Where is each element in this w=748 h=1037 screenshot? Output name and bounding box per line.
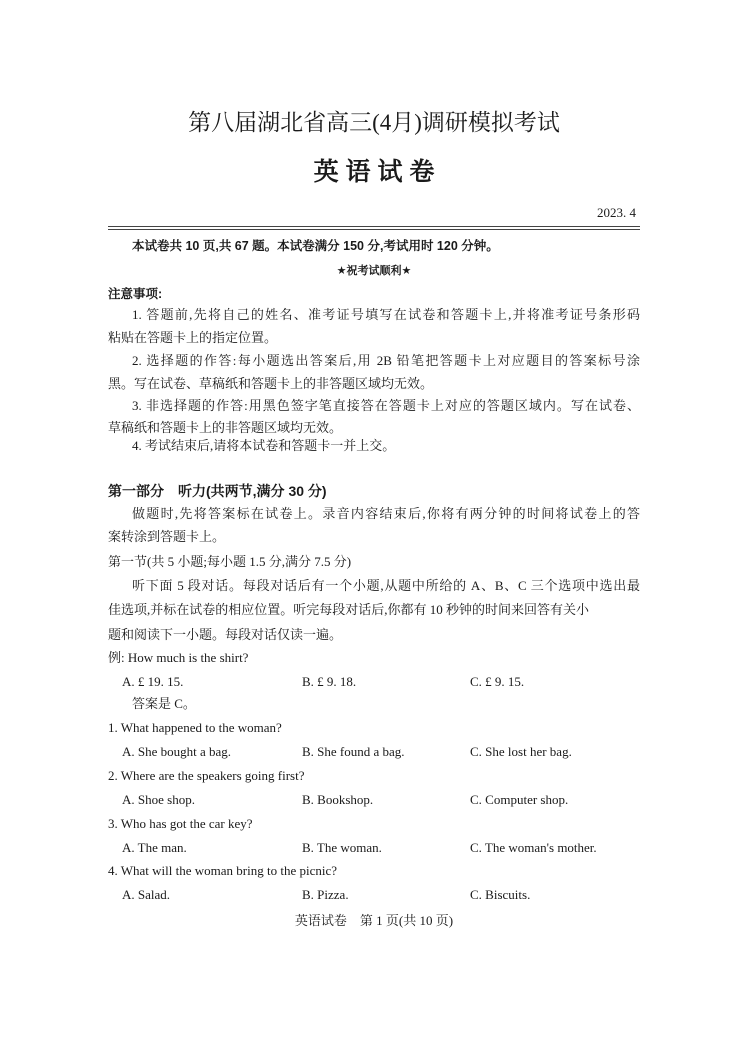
notes-heading: 注意事项: [108, 287, 163, 301]
page-footer: 英语试卷 第 1 页(共 10 页) [294, 913, 454, 928]
section1-instructions-line-3: 题和阅读下一小题。每段对话仅读一遍。 [108, 627, 343, 642]
q4-option-a: A. Salad. [122, 887, 171, 902]
question-1: 1. What happened to the woman? [108, 720, 282, 735]
q2-option-b: B. Bookshop. [302, 792, 374, 807]
exam-title: 第八届湖北省高三(4月)调研模拟考试 [188, 110, 560, 135]
note-1-line-1: 1. 答题前,先将自己的姓名、准考证号填写在试卷和答题卡上,并将准考证号条形码 [132, 307, 640, 322]
note-3-line-1: 3. 非选择题的作答:用黑色签字笔直接答在答题卡上对应的答题区域内。写在试卷、 [132, 398, 640, 413]
note-3-line-2: 草稿纸和答题卡上的非答题区域均无效。 [108, 420, 343, 435]
q1-option-c: C. She lost her bag. [470, 744, 572, 759]
example-answer: 答案是 C。 [132, 696, 196, 711]
q3-option-b: B. The woman. [302, 840, 382, 855]
q3-option-a: A. The man. [122, 840, 187, 855]
subject-title: 英 语 试 卷 [313, 158, 435, 186]
q2-option-c: C. Computer shop. [470, 792, 569, 807]
q1-option-b: B. She found a bag. [302, 744, 405, 759]
part1-instructions-line-2: 案转涂到答题卡上。 [108, 529, 226, 544]
q1-option-a: A. She bought a bag. [122, 744, 232, 759]
section1-heading: 第一节(共 5 小题;每小题 1.5 分,满分 7.5 分) [108, 554, 352, 569]
note-2-line-2: 黑。写在试卷、草稿纸和答题卡上的非答题区域均无效。 [108, 376, 434, 391]
example-option-b: B. £ 9. 18. [302, 674, 357, 689]
double-rule-bottom [108, 229, 640, 230]
note-4: 4. 考试结束后,请将本试卷和答题卡一并上交。 [132, 438, 396, 453]
part1-heading: 第一部分 听力(共两节,满分 30 分) [108, 483, 327, 499]
q4-option-c: C. Biscuits. [470, 887, 531, 902]
note-1-line-2: 粘贴在答题卡上的指定位置。 [108, 330, 278, 345]
exam-summary: 本试卷共 10 页,共 67 题。本试卷满分 150 分,考试用时 120 分钟。 [132, 239, 499, 253]
section1-instructions-line-2: 佳选项,并标在试卷的相应位置。听完每段对话后,你都有 10 秒钟的时间来回答有关小 [108, 602, 590, 617]
double-rule-top [108, 226, 640, 227]
part1-instructions-line-1: 做题时,先将答案标在试卷上。录音内容结束后,你将有两分钟的时间将试卷上的答 [132, 506, 640, 521]
q4-option-b: B. Pizza. [302, 887, 349, 902]
q3-option-c: C. The woman's mother. [470, 840, 597, 855]
question-4: 4. What will the woman bring to the picnic? [108, 863, 338, 878]
question-2: 2. Where are the speakers going first? [108, 768, 305, 783]
q2-option-a: A. Shoe shop. [122, 792, 195, 807]
good-luck-wish: ★祝考试顺利★ [336, 265, 412, 277]
section1-instructions-line-1: 听下面 5 段对话。每段对话后有一个小题,从题中所给的 A、B、C 三个选项中选出最 [132, 578, 640, 593]
exam-date: 2023. 4 [597, 205, 636, 220]
example-option-c: C. £ 9. 15. [470, 674, 525, 689]
question-3: 3. Who has got the car key? [108, 816, 253, 831]
example-option-a: A. £ 19. 15. [122, 674, 184, 689]
example-question: 例: How much is the shirt? [108, 650, 249, 665]
note-2-line-1: 2. 选择题的作答:每小题选出答案后,用 2B 铅笔把答题卡上对应题目的答案标号涂 [132, 353, 640, 368]
